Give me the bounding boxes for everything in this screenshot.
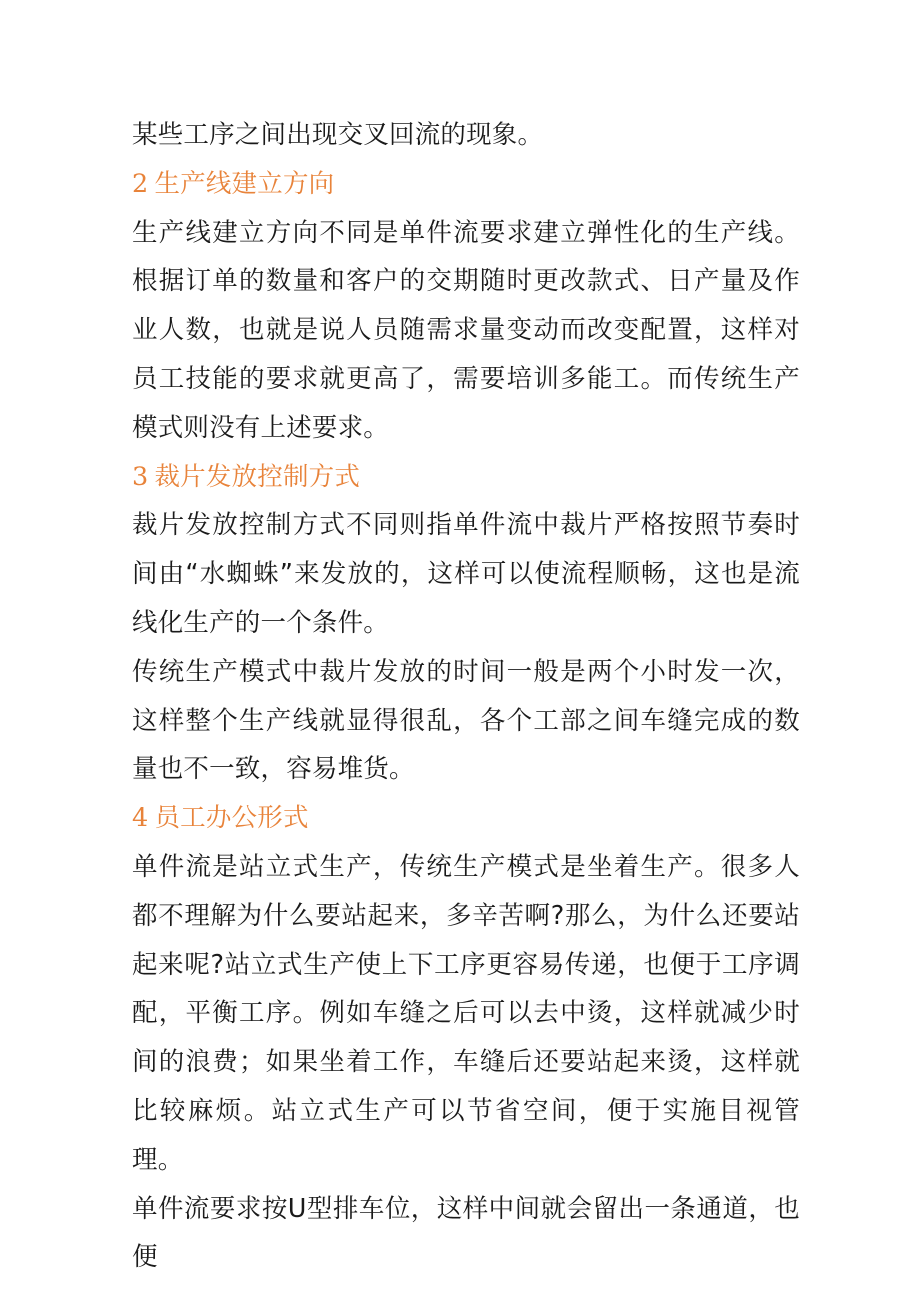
section-heading-4 [132,794,800,843]
section-number: 4 [132,803,149,834]
paragraph: 某些工序之间出现交叉回流的现象。 [132,120,544,150]
paragraph: 裁片发放控制方式不同则指单件流中裁片严格按照节奏时间由“水蜘蛛”来发放的，这样可以使流程顺畅，这也是流线化生产的一个条件。 [132,510,800,638]
section-title: 员工办公形式 [154,803,309,834]
paragraph: 生产线建立方向不同是单件流要求建立弹性化的生产线。根据订单的数量和客户的交期随时更改款式、日产量及作业人数，也就是说人员随需求量变动而改变配置，这样对员工技能的要求就更高了，需要培训多能工。而传统生产模式则没有上述要求。 [132,217,800,443]
section-number: 3 [132,461,149,492]
paragraph: 单件流是站立式生产，传统生产模式是坐着生产。很多人都不理解为什么要站起来，多辛苦啊?那么，为什么还要站起来呢?站立式生产使上下工序更容易传递，也便于工序调配，平衡工序。例如车缝之后可以去中烫，这样就减少时间的浪费；如果坐着工作，车缝后还要站起来烫，这样就比较麻烦。站立式生产可以节省空间，便于实施目视管理。 [132,851,800,1175]
paragraph: 单件流要求按U型排车位，这样中间就会留出一条通道，也便 [132,1193,800,1273]
section-heading-3 [132,453,800,502]
section-title: 裁片发放控制方式 [154,461,361,492]
section-heading-2 [132,160,800,209]
section-title: 生产线建立方向 [154,168,335,199]
paragraph: 传统生产模式中裁片发放的时间一般是两个小时发一次，这样整个生产线就显得很乱，各个工部之间车缝完成的数量也不一致，容易堆货。 [132,656,800,785]
document-body [132,111,800,1282]
section-number: 2 [132,168,149,199]
